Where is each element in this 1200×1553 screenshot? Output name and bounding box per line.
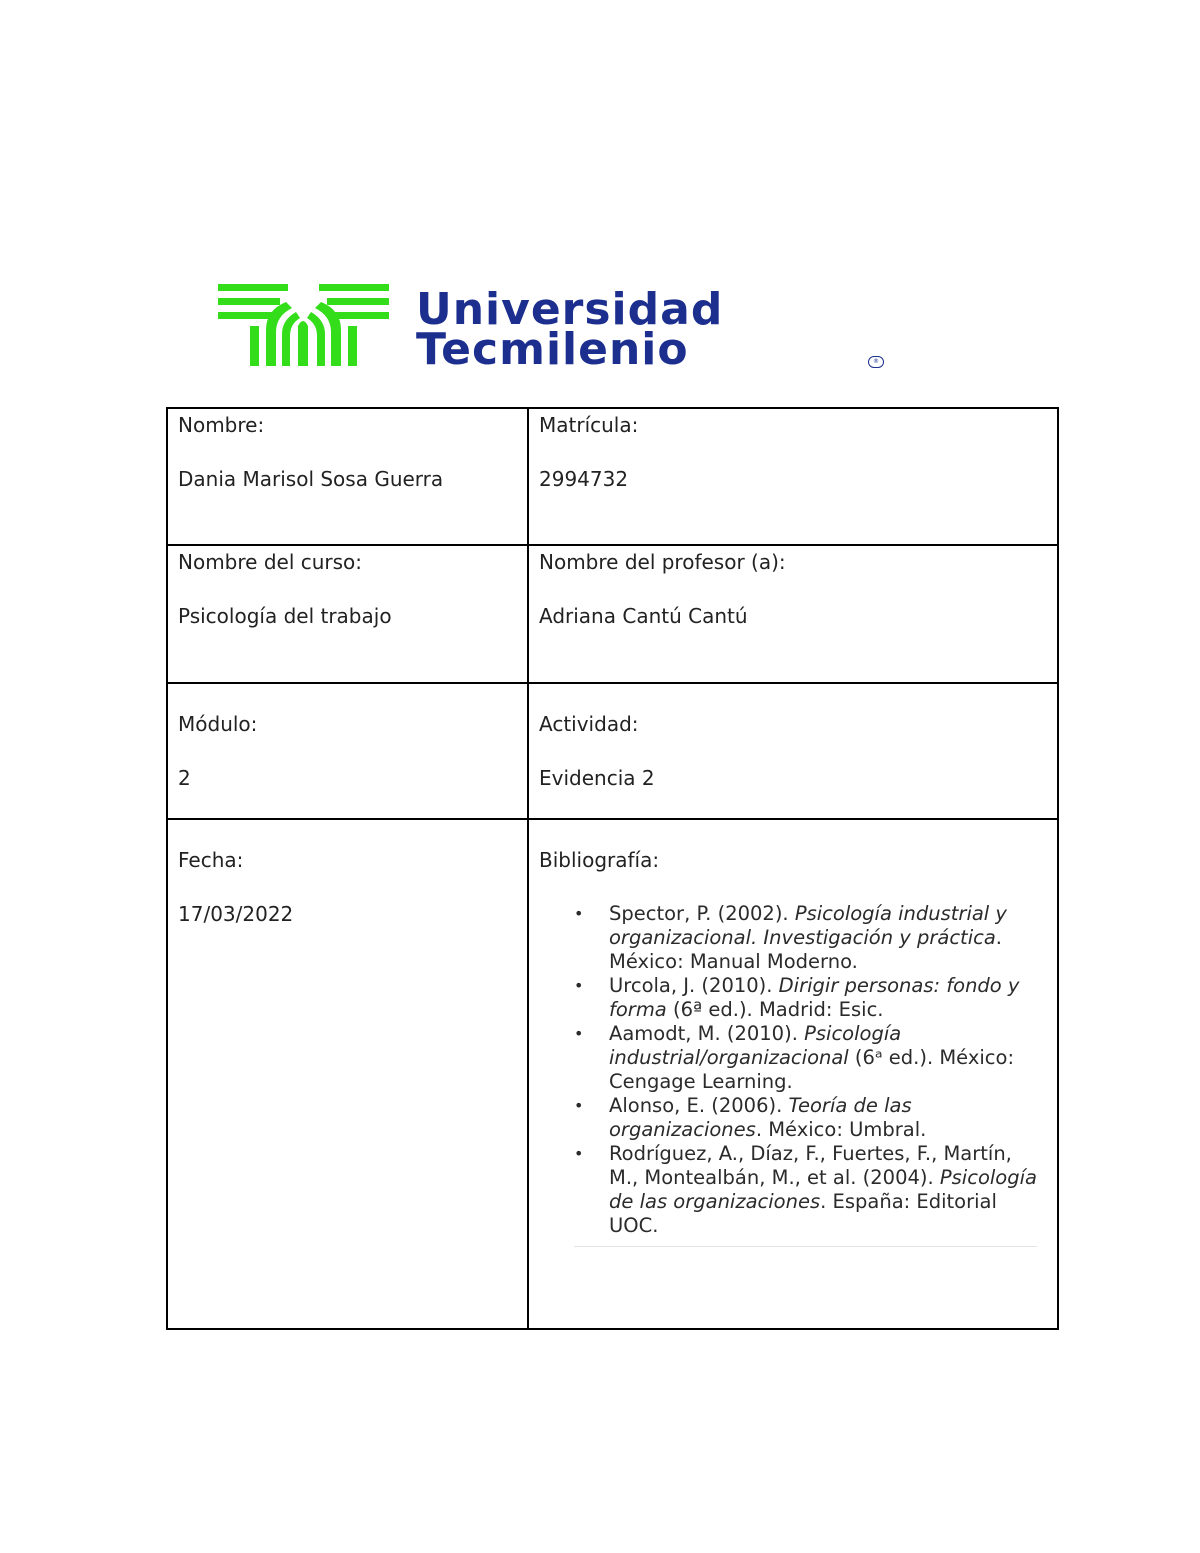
reference-title: Psicología de las organizaciones	[609, 1166, 1037, 1213]
cell-nombre	[167, 408, 528, 545]
reference-suffix: . México: Manual Moderno.	[609, 926, 1002, 973]
bibliography-list	[539, 902, 1047, 1238]
modulo-value: 2	[178, 766, 191, 790]
fecha-value: 17/03/2022	[178, 902, 294, 926]
list-item	[574, 974, 1047, 1022]
modulo-label: Módulo:	[178, 712, 258, 736]
divider	[574, 1246, 1037, 1247]
reference-title: Psicología industrial/organizacional	[609, 1022, 902, 1069]
reference-prefix: Aamodt, M. (2010).	[609, 1022, 805, 1045]
cover-info-table	[166, 407, 1059, 1330]
logo-text-tecmilenio: Tecmilenio	[416, 324, 689, 375]
cell-matricula	[528, 408, 1058, 545]
list-item	[574, 1094, 1047, 1142]
reference-suffix: . España: Editorial UOC.	[609, 1190, 997, 1237]
reference-suffix: (6ᵃ ed.). México: Cengage Learning.	[609, 1046, 1015, 1093]
cell-bibliografia	[528, 819, 1058, 1329]
curso-value: Psicología del trabajo	[178, 604, 392, 628]
actividad-value: Evidencia 2	[539, 766, 655, 790]
profesor-value: Adriana Cantú Cantú	[539, 604, 748, 628]
reference-prefix: Spector, P. (2002).	[609, 902, 795, 925]
matricula-label: Matrícula:	[539, 413, 639, 437]
table-row	[167, 545, 1058, 683]
nombre-value: Dania Marisol Sosa Guerra	[178, 467, 444, 491]
bullet-icon: •	[574, 1144, 584, 1163]
reference-title: Teoría de las organizaciones	[609, 1094, 912, 1141]
bibliografia-label: Bibliografía:	[539, 848, 660, 872]
cell-profesor	[528, 545, 1058, 683]
list-item	[574, 1142, 1047, 1238]
list-item	[574, 902, 1047, 974]
bullet-icon: •	[574, 904, 584, 923]
bullet-icon: •	[574, 976, 584, 995]
reference-prefix: Urcola, J. (2010).	[609, 974, 779, 997]
tecmilenio-arch-logo-icon	[216, 280, 391, 368]
matricula-value: 2994732	[539, 467, 629, 491]
reference-title: Psicología industrial y organizacional. Investigación y práctica	[609, 902, 1007, 949]
university-logo	[216, 280, 896, 375]
fecha-label: Fecha:	[178, 848, 244, 872]
reference-suffix: . México: Umbral.	[755, 1118, 927, 1141]
table-row	[167, 408, 1058, 545]
table-row	[167, 683, 1058, 819]
reference-prefix: Alonso, E. (2006).	[609, 1094, 789, 1117]
table-row	[167, 819, 1058, 1329]
reference-title: Dirigir personas: fondo y forma	[609, 974, 1020, 1021]
logo-text-universidad: Universidad	[416, 284, 724, 335]
cell-actividad	[528, 683, 1058, 819]
nombre-label: Nombre:	[178, 413, 265, 437]
bullet-icon: •	[574, 1024, 584, 1043]
curso-label: Nombre del curso:	[178, 550, 363, 574]
cell-modulo	[167, 683, 528, 819]
actividad-label: Actividad:	[539, 712, 639, 736]
cell-curso	[167, 545, 528, 683]
list-item	[574, 1022, 1047, 1094]
cell-fecha	[167, 819, 528, 1329]
reference-prefix: Rodríguez, A., Díaz, F., Fuertes, F., Martín, M., Montealbán, M., et al. (2004).	[609, 1142, 1012, 1189]
bullet-icon: •	[574, 1096, 584, 1115]
profesor-label: Nombre del profesor (a):	[539, 550, 786, 574]
reference-suffix: (6ª ed.). Madrid: Esic.	[666, 998, 884, 1021]
registered-mark-icon: ®	[868, 356, 884, 368]
